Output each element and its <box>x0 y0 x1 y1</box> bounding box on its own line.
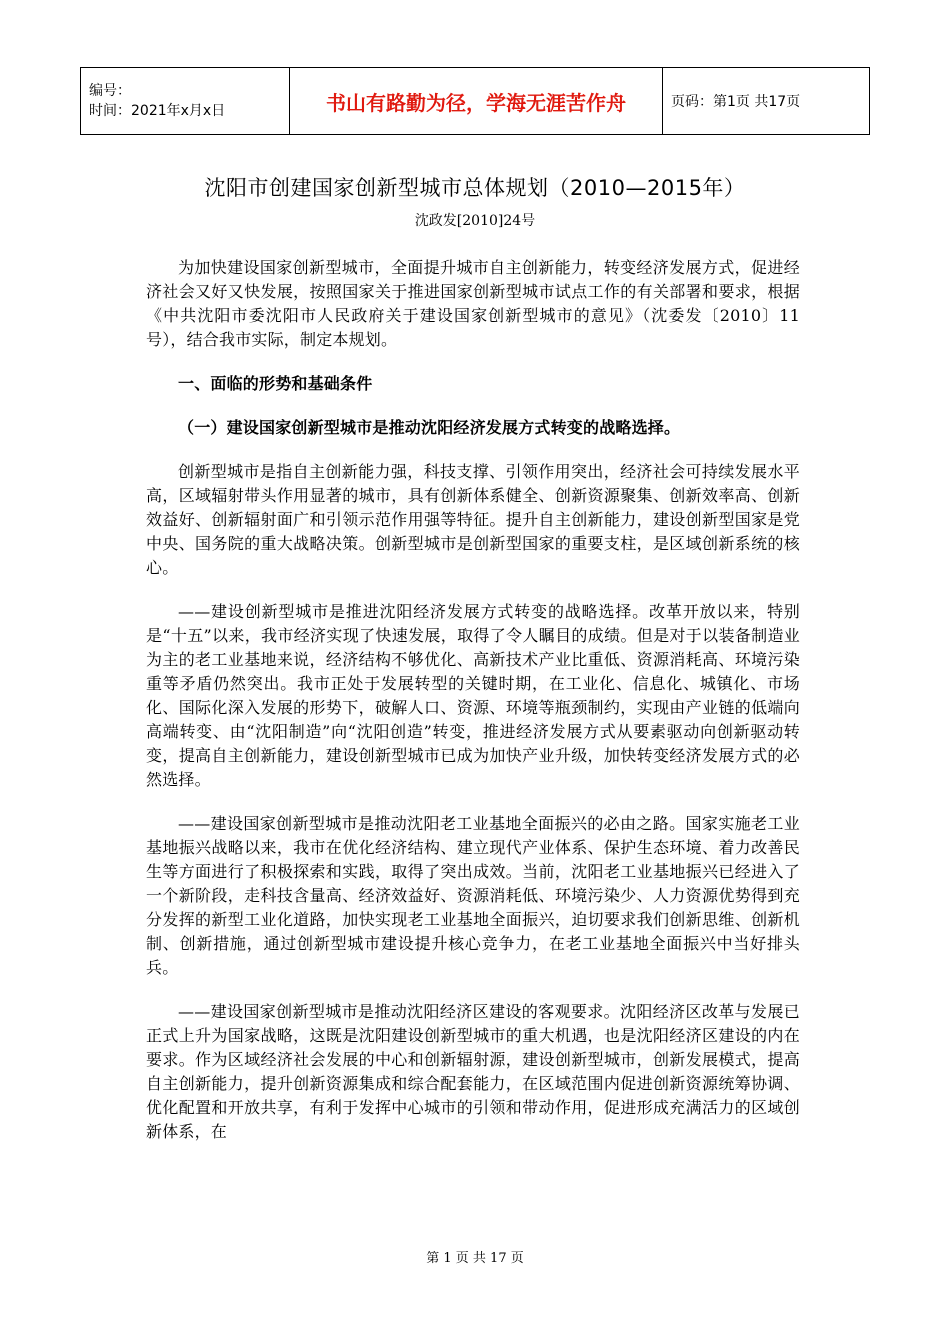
document-number: 沈政发[2010]24号 <box>414 213 536 229</box>
paragraph-intro: 为加快建设国家创新型城市，全面提升城市自主创新能力，转变经济发展方式，促进经济社会又好又快发展，按照国家关于推进国家创新型城市试点工作的有关部署和要求，根据《中共沈阳市委沈阳市人民政府关于建设国家创新型城市的意见》（沈委发〔2010〕11号），结合我市实际，制定本规划。 <box>146 258 800 349</box>
paragraph-definition: 创新型城市是指自主创新能力强，科技支撑、引领作用突出，经济社会可持续发展水平高，区域辐射带头作用显著的城市，具有创新体系健全、创新资源聚集、创新效率高、创新效益好、创新辐射面广和引领示范作用强等特征。提升自主创新能力，建设创新型国家是党中央、国务院的重大战略决策。创新型城市是创新型国家的重要支柱，是区域创新系统的核心。 <box>146 462 800 577</box>
document-title: 沈阳市创建国家创新型城市总体规划（2010—2015年） <box>204 176 746 200</box>
subsection-heading: （一）建设国家创新型城市是推动沈阳经济发展方式转变的战略选择。 <box>178 418 681 437</box>
paragraph-strategy: ——建设创新型城市是推进沈阳经济发展方式转变的战略选择。改革开放以来，特别是“十五”以来，我市经济实现了快速发展，取得了令人瞩目的成绩。但是对于以装备制造业为主的老工业基地来说，经济结构不够优化、高新技术产业比重低、资源消耗高、环境污染重等矛盾仍然突出。我市正处于发展转型的关键时期，在工业化、信息化、城镇化、市场化、国际化深入发展的形势下，破解人口、资源、环境等瓶颈制约，实现由产业链的低端向高端转变、由“沈阳制造”向“沈阳创造”转变，推进经济发展方式从要素驱动向创新驱动转变，提高自主创新能力，建设创新型城市已成为加快产业升级，加快转变经济发展方式的必然选择。 <box>146 602 800 789</box>
document-body <box>146 256 800 1164</box>
motto: 书山有路勤为径，学海无涯苦作舟 <box>290 68 663 135</box>
time-label: 时间：2021年x月x日 <box>89 103 226 119</box>
header-table <box>80 67 870 135</box>
serial-label: 编号： <box>89 83 131 99</box>
page-footer: 第 1 页 共 17 页 <box>426 1251 524 1266</box>
paragraph-economic-zone: ——建设国家创新型城市是推动沈阳经济区建设的客观要求。沈阳经济区改革与发展已正式上升为国家战略，这既是沈阳建设创新型城市的重大机遇，也是沈阳经济区建设的内在要求。作为区域经济社会发展的中心和创新辐射源，建设创新型城市，创新发展模式，提高自主创新能力，提升创新资源集成和综合配套能力，在区域范围内促进创新资源统筹协调、优化配置和开放共享，有利于发挥中心城市的引领和带动作用，促进形成充满活力的区域创新体系，在 <box>146 1002 800 1141</box>
paragraph-revitalization: ——建设国家创新型城市是推动沈阳老工业基地全面振兴的必由之路。国家实施老工业基地振兴战略以来，我市在优化经济结构、建立现代产业体系、保护生态环境、着力改善民生等方面进行了积极探索和实践，取得了突出成效。当前，沈阳老工业基地振兴已经进入了一个新阶段，走科技含量高、经济效益好、资源消耗低、环境污染少、人力资源优势得到充分发挥的新型工业化道路，加快实现老工业基地全面振兴，迫切要求我们创新思维、创新机制、创新措施，通过创新型城市建设提升核心竞争力，在老工业基地全面振兴中当好排头兵。 <box>146 814 800 977</box>
page-info: 页码：第1页 共17页 <box>663 68 870 135</box>
section-heading: 一、面临的形势和基础条件 <box>178 374 373 393</box>
header-meta-cell <box>81 68 290 135</box>
